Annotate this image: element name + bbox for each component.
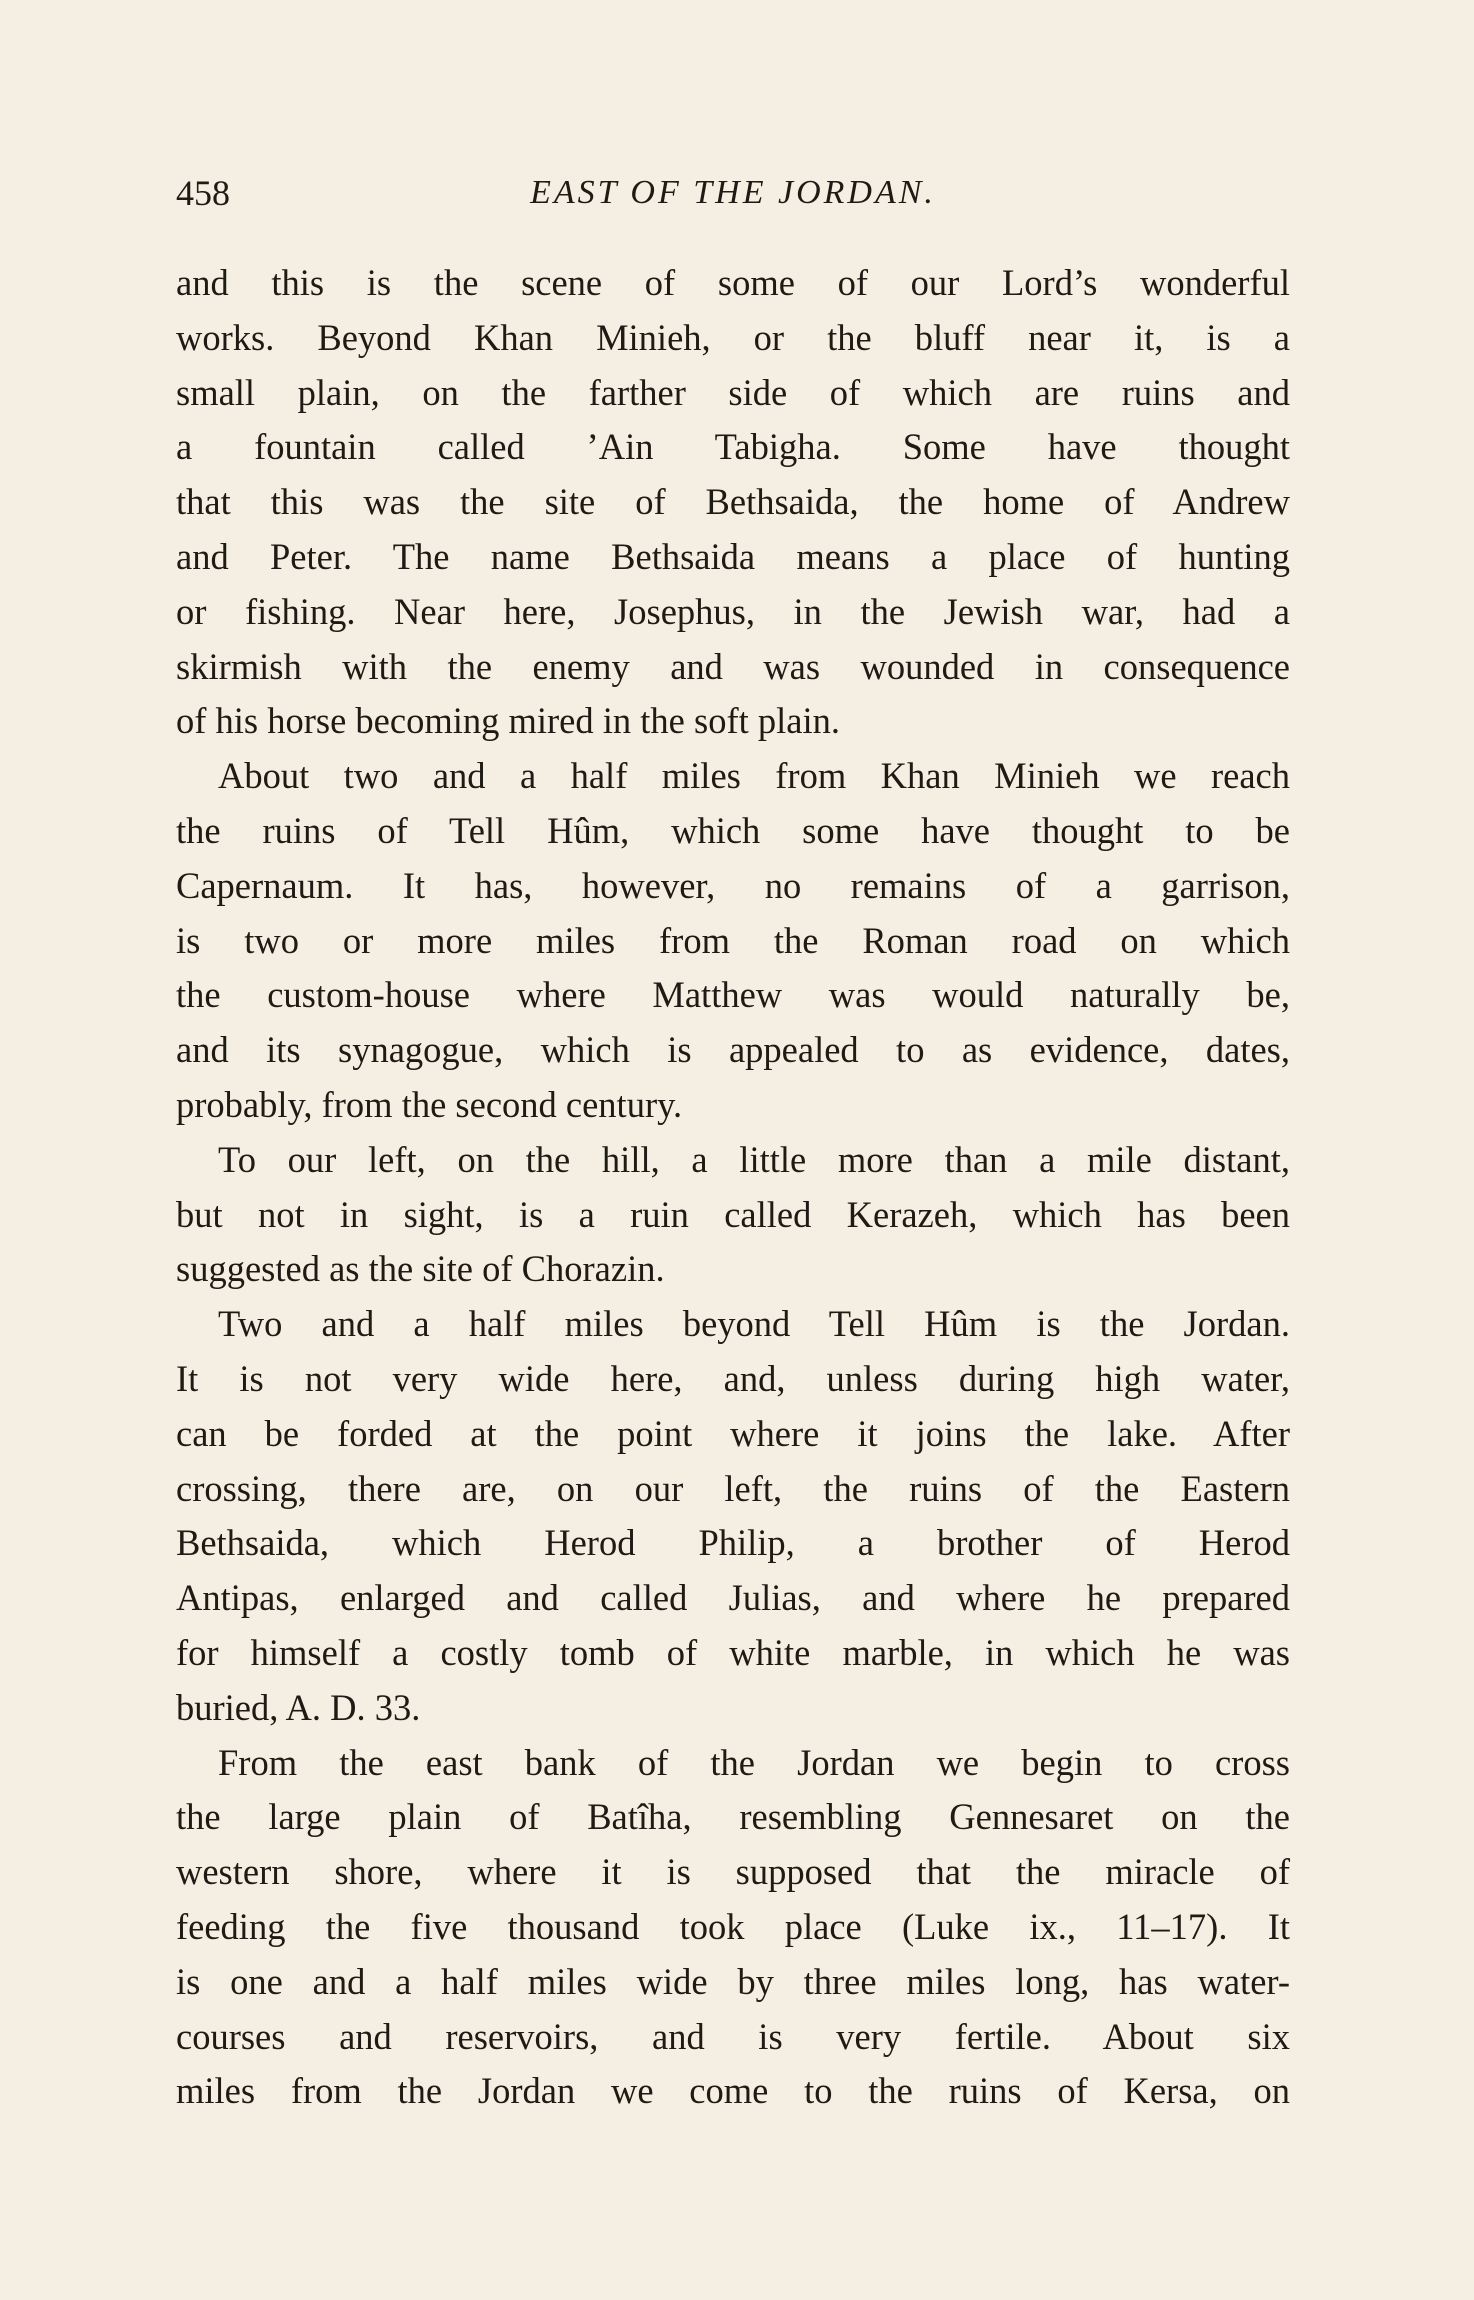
text-line: is two or more miles from the Roman road on which xyxy=(176,919,1290,961)
text-line: courses and reservoirs, and is very fertile. About six xyxy=(176,2015,1290,2057)
body-text xyxy=(176,256,1290,2119)
running-head xyxy=(176,168,1290,218)
text-line: is one and a half miles wide by three miles long, has water- xyxy=(176,1960,1290,2002)
text-line: feeding the five thousand took place (Luke ix., 11–17). It xyxy=(176,1905,1290,1947)
text-line: of his horse becoming mired in the soft plain. xyxy=(176,700,840,742)
text-line: From the east bank of the Jordan we begin to cross xyxy=(218,1741,1290,1783)
text-line: Bethsaida, which Herod Philip, a brother of Herod xyxy=(176,1522,1290,1564)
text-line: miles from the Jordan we come to the ruins of Kersa, on xyxy=(176,2070,1290,2112)
text-line: skirmish with the enemy and was wounded in consequence xyxy=(176,645,1290,687)
text-line: probably, from the second century. xyxy=(176,1083,683,1125)
text-line: the custom-house where Matthew was would naturally be, xyxy=(176,974,1290,1016)
text-line: crossing, there are, on our left, the ruins of the Eastern xyxy=(176,1467,1290,1509)
text-line: suggested as the site of Chorazin. xyxy=(176,1248,665,1290)
text-line: western shore, where it is supposed that the miracle of xyxy=(176,1851,1290,1893)
text-line: the ruins of Tell Hûm, which some have thought to be xyxy=(176,809,1290,851)
text-line: works. Beyond Khan Minieh, or the bluff near it, is a xyxy=(176,316,1290,358)
text-line: small plain, on the farther side of which are ruins and xyxy=(176,371,1290,413)
text-line: Capernaum. It has, however, no remains of a garrison, xyxy=(176,864,1290,906)
text-line: and Peter. The name Bethsaida means a place of hunting xyxy=(176,535,1290,577)
text-line: and its synagogue, which is appealed to as evidence, dates, xyxy=(176,1029,1290,1071)
text-line: for himself a costly tomb of white marble, in which he was xyxy=(176,1631,1290,1673)
text-line: and this is the scene of some of our Lord’s wonderful xyxy=(176,262,1290,303)
text-line: About two and a half miles from Khan Minieh we reach xyxy=(218,755,1290,797)
text-line: that this was the site of Bethsaida, the home of Andrew xyxy=(176,481,1290,523)
text-line: or fishing. Near here, Josephus, in the Jewish war, had a xyxy=(176,590,1290,632)
text-line: but not in sight, is a ruin called Kerazeh, which has been xyxy=(176,1193,1290,1235)
text-line: buried, A. D. 33. xyxy=(176,1686,421,1728)
page-number: 458 xyxy=(176,173,230,213)
text-line: Two and a half miles beyond Tell Hûm is the Jordan. xyxy=(218,1303,1290,1345)
text-line: Antipas, enlarged and called Julias, and where he prepared xyxy=(176,1577,1290,1619)
text-line: a fountain called ’Ain Tabigha. Some have thought xyxy=(176,426,1290,468)
text-line: can be forded at the point where it joins the lake. After xyxy=(176,1412,1290,1454)
running-title: EAST OF THE JORDAN. xyxy=(530,174,936,211)
text-line: the large plain of Batîha, resembling Gennesaret on the xyxy=(176,1796,1290,1838)
text-line: It is not very wide here, and, unless during high water, xyxy=(176,1357,1290,1399)
text-line: To our left, on the hill, a little more than a mile distant, xyxy=(218,1138,1290,1180)
